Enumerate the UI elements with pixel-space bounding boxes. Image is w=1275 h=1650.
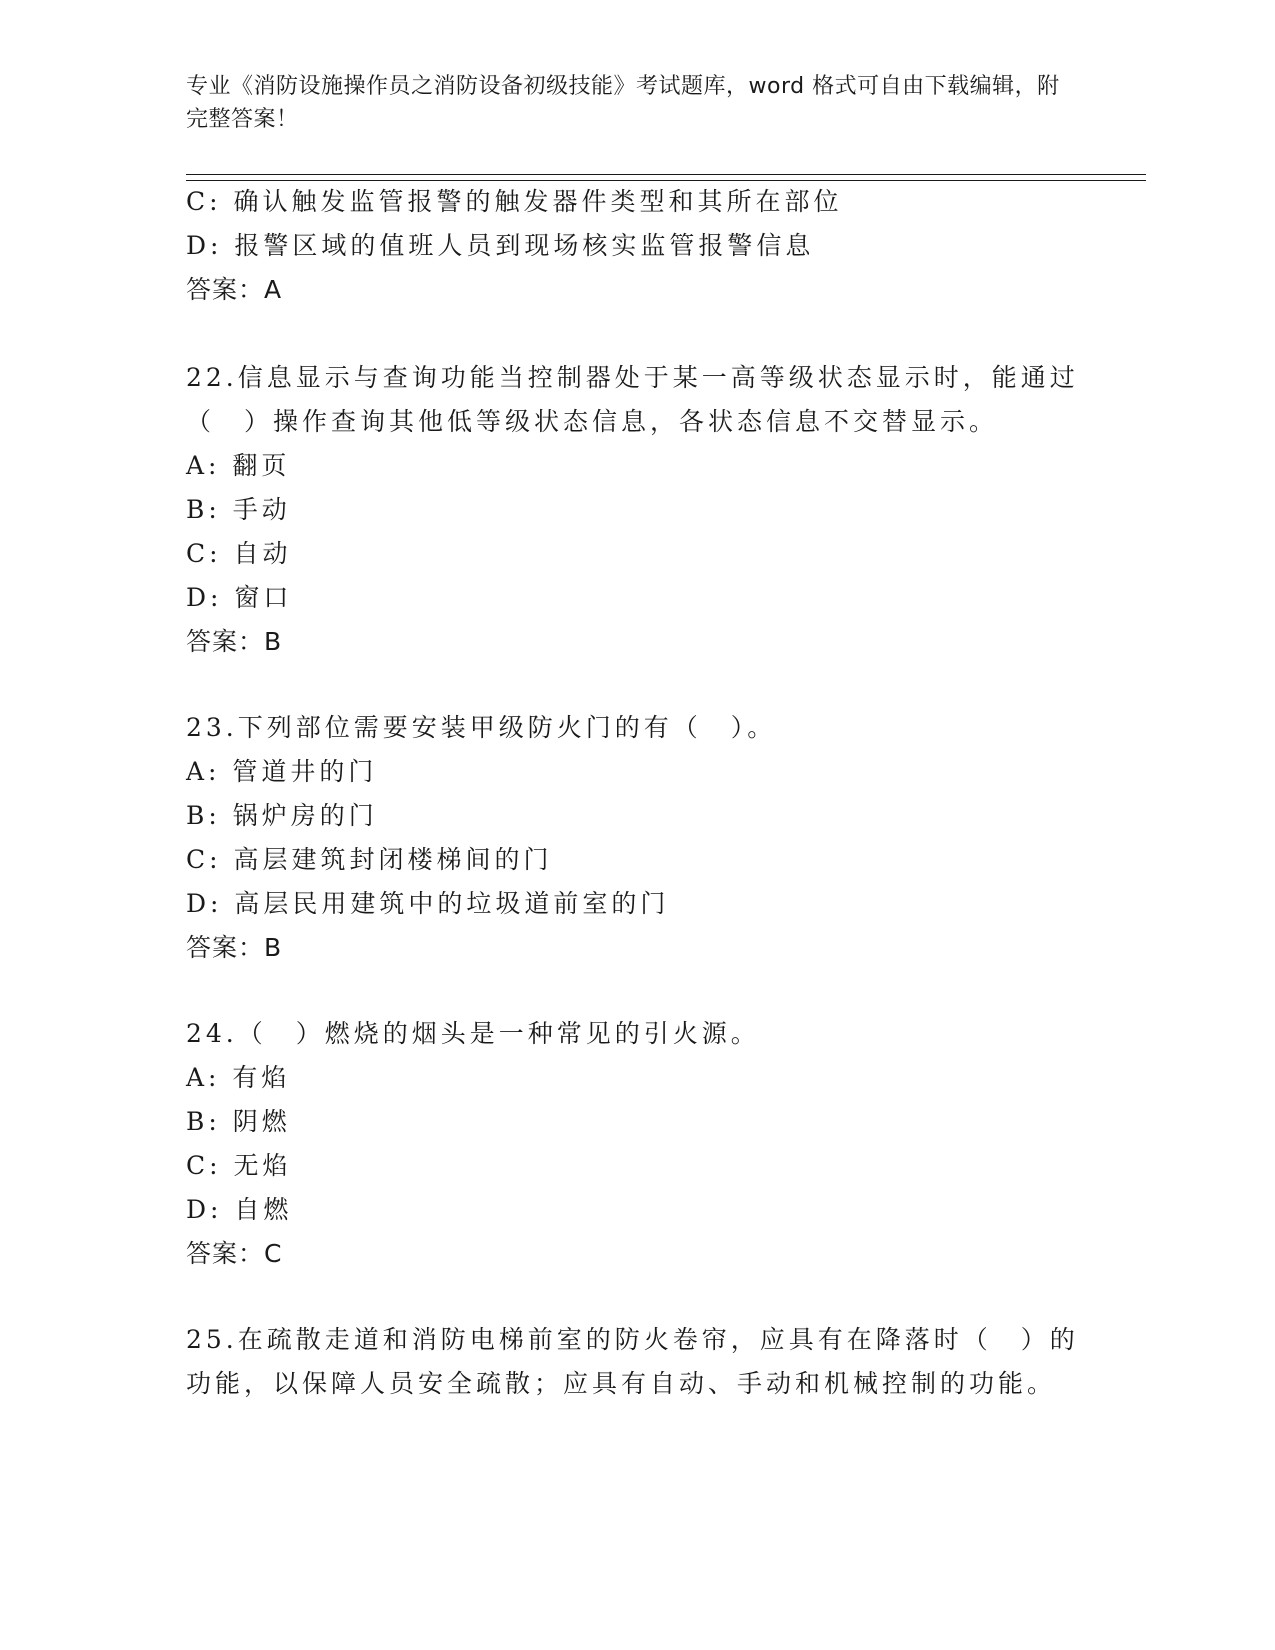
- q22-option-b: B: 手动: [186, 495, 291, 524]
- q24-answer: 答案：C: [186, 1239, 283, 1268]
- q21-option-d: D: 报警区域的值班人员到现场核实监管报警信息: [186, 231, 815, 260]
- q22-option-c: C: 自动: [186, 539, 292, 568]
- q21-answer: 答案：A: [186, 275, 283, 304]
- q25-stem-line2: 功能，以保障人员安全疏散；应具有自动、手动和机械控制的功能。: [186, 1369, 1057, 1398]
- q23-option-c: C: 高层建筑封闭楼梯间的门: [186, 845, 553, 874]
- q22-stem-line1: 22.信息显示与查询功能当控制器处于某一高等级状态显示时，能通过: [186, 363, 1079, 392]
- q24-option-a: A: 有焰: [186, 1063, 291, 1092]
- q24-option-b: B: 阴燃: [186, 1107, 291, 1136]
- header-rule-top: [186, 174, 1146, 175]
- q22-option-d: D: 窗口: [186, 583, 293, 612]
- q22-option-a: A: 翻页: [186, 451, 291, 480]
- q24-option-c: C: 无焰: [186, 1151, 292, 1180]
- q25-stem-line1: 25.在疏散走道和消防电梯前室的防火卷帘，应具有在降落时（ ）的: [186, 1325, 1079, 1354]
- q23-stem: 23.下列部位需要安装甲级防火门的有（ ）。: [186, 713, 777, 742]
- q23-answer: 答案：B: [186, 933, 283, 962]
- q24-option-d: D: 自燃: [186, 1195, 293, 1224]
- document-header: 专业《消防设施操作员之消防设备初级技能》考试题库，word 格式可自由下载编辑，附完整答案！: [186, 74, 1060, 132]
- q22-stem-line2: （ ）操作查询其他低等级状态信息，各状态信息不交替显示。: [186, 407, 999, 436]
- q24-stem: 24.（ ）燃烧的烟头是一种常见的引火源。: [186, 1019, 760, 1048]
- q23-option-d: D: 高层民用建筑中的垃圾道前室的门: [186, 889, 670, 918]
- q21-option-c: C: 确认触发监管报警的触发器件类型和其所在部位: [186, 187, 843, 216]
- q23-option-a: A: 管道井的门: [186, 757, 378, 786]
- q23-option-b: B: 锅炉房的门: [186, 801, 378, 830]
- q22-answer: 答案：B: [186, 627, 283, 656]
- header-rule-bottom: [186, 180, 1146, 181]
